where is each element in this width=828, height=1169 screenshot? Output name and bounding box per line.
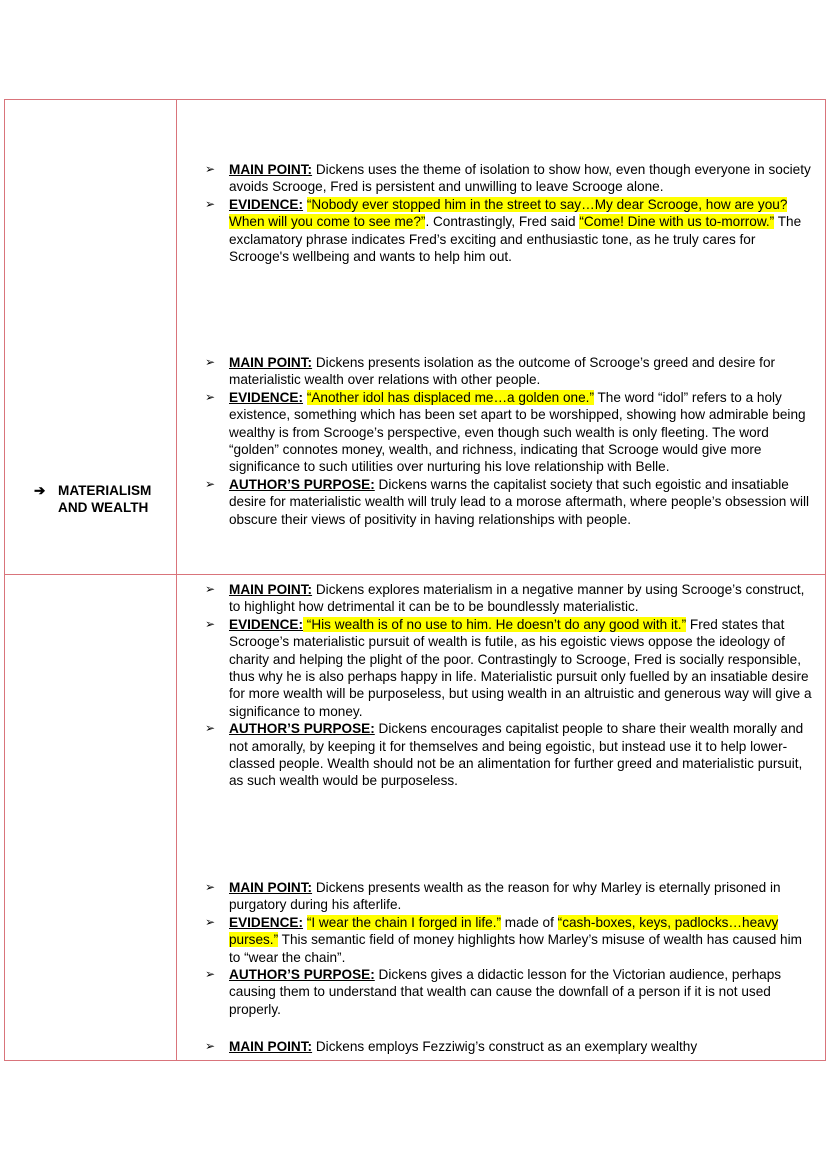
materialism-point-3 bbox=[205, 1038, 817, 1055]
bullet-arrow-icon: ➢ bbox=[205, 196, 216, 211]
list-item bbox=[205, 476, 817, 528]
list-item bbox=[205, 354, 817, 389]
authors-purpose-label: AUTHOR’S PURPOSE: bbox=[229, 967, 375, 983]
main-point-text: Dickens uses the theme of isolation to show how, even though everyone in society avoids Scrooge, Fred is persistent and unwilling to leave Scrooge alone. bbox=[229, 162, 811, 195]
list-item bbox=[205, 720, 817, 790]
list-item bbox=[205, 616, 817, 720]
bullet-arrow-icon: ➢ bbox=[205, 616, 216, 631]
arrow-icon: ➔ bbox=[34, 483, 46, 498]
authors-purpose-label: AUTHOR’S PURPOSE: bbox=[229, 476, 375, 492]
list-item bbox=[205, 581, 817, 616]
bullet-arrow-icon: ➢ bbox=[205, 721, 216, 736]
evidence-text: . Contrastingly, Fred said bbox=[425, 214, 580, 230]
list-item bbox=[205, 1038, 817, 1055]
main-point-label: MAIN POINT: bbox=[229, 162, 313, 177]
list-item bbox=[205, 879, 817, 914]
main-point-label: MAIN POINT: bbox=[229, 355, 313, 370]
row-divider bbox=[5, 574, 825, 575]
evidence-text: The word “idol” refers to a holy existence, something which has been set apart to be worshipped, showing how admirable being wealthy is from Scrooge’s perspective, even though such wealth is only fleeting. The word “golden” connotes money, wealth, and richness, indicating that Scrooge would give more significance to such utilities over nurturing his love relationship with Belle. bbox=[229, 389, 806, 475]
main-point-label: MAIN POINT: bbox=[229, 1039, 313, 1054]
bullet-arrow-icon: ➢ bbox=[205, 355, 216, 369]
authors-purpose-label: AUTHOR’S PURPOSE: bbox=[229, 721, 375, 737]
authors-purpose-text: Dickens warns the capitalist society that such egoistic and insatiable desire for materialistic wealth will truly lead to a morose aftermath, where people’s obsession will obscure their views of positivity in having relationships with people. bbox=[229, 476, 810, 527]
materialism-point-2 bbox=[205, 879, 817, 1018]
evidence-text: made of bbox=[501, 914, 558, 930]
list-item bbox=[205, 914, 817, 966]
main-point-text: Dickens employs Fezziwig’s construct as an exemplary wealthy bbox=[312, 1039, 698, 1054]
list-item bbox=[205, 389, 817, 476]
column-divider bbox=[176, 100, 177, 1060]
bullet-arrow-icon: ➢ bbox=[205, 582, 216, 596]
evidence-text: This semantic field of money highlights how Marley’s misuse of wealth has caused him to “wear the chain”. bbox=[229, 932, 802, 965]
evidence-quote: “I wear the chain I forged in life.” bbox=[306, 914, 501, 930]
authors-purpose-text: Dickens gives a didactic lesson for the Victorian audience, perhaps causing them to understand that wealth can cause the downfall of a person if it is not used properly. bbox=[229, 967, 782, 1017]
materialism-point-1 bbox=[205, 581, 817, 790]
bullet-arrow-icon: ➢ bbox=[205, 914, 216, 929]
bullet-arrow-icon: ➢ bbox=[205, 1039, 216, 1053]
bullet-arrow-icon: ➢ bbox=[205, 967, 216, 982]
topic-cell-materialism bbox=[34, 482, 170, 516]
bullet-arrow-icon: ➢ bbox=[205, 880, 216, 894]
isolation-point-1 bbox=[205, 161, 817, 265]
evidence-label: EVIDENCE: bbox=[229, 914, 304, 930]
evidence-text: The exclamatory phrase indicates Fred’s exciting and enthusiastic tone, as he truly cares for Scrooge's wellbeing and wants to help him out. bbox=[229, 214, 802, 265]
evidence-quote: “cash-boxes, keys, padlocks…heavy purses.” bbox=[229, 914, 779, 948]
main-point-text: Dickens presents isolation as the outcome of Scrooge’s greed and desire for materialistic wealth over relations with other people. bbox=[229, 355, 776, 388]
list-item bbox=[205, 196, 817, 266]
main-point-text: Dickens explores materialism in a negative manner by using Scrooge’s construct, to highlight how detrimental it can be to be boundlessly materialistic. bbox=[229, 582, 805, 615]
bullet-arrow-icon: ➢ bbox=[205, 476, 216, 491]
evidence-label: EVIDENCE: bbox=[229, 196, 304, 212]
list-item bbox=[205, 161, 817, 196]
evidence-text: Fred states that Scrooge’s materialistic pursuit of wealth is futile, as his egoistic views oppose the ideology of charity and helping the plight of the poor. Contrastingly to Scrooge, Fred is socially responsible, thus why he is also perhaps happy in life. Materialistic pursuit only fuelled by an insatiable desire for more wealth will be purposeless, but using wealth in an altruistic and generous way will give a significance to money. bbox=[229, 616, 812, 719]
evidence-label: EVIDENCE: bbox=[229, 389, 304, 405]
topic-title: MATERIALISM AND WEALTH bbox=[58, 483, 152, 515]
evidence-quote: “Come! Dine with us to-morrow.” bbox=[579, 214, 775, 230]
evidence-quote: “Another idol has displaced me…a golden one.” bbox=[306, 389, 594, 405]
evidence-quote: “Nobody ever stopped him in the street to say…My dear Scrooge, how are you?When will you come to see me?” bbox=[229, 196, 788, 230]
main-point-text: Dickens presents wealth as the reason for why Marley is eternally prisoned in purgatory during his afterlife. bbox=[229, 880, 781, 913]
list-item bbox=[205, 966, 817, 1018]
main-point-label: MAIN POINT: bbox=[229, 880, 313, 895]
evidence-label: EVIDENCE: bbox=[229, 616, 304, 632]
main-point-label: MAIN POINT: bbox=[229, 582, 313, 597]
authors-purpose-text: Dickens encourages capitalist people to share their wealth morally and not amorally, by keeping it for themselves and being egoistic, but instead use it to help lower-classed people. Wealth should not be an alimentation for further greed and materialistic pursuit, as such wealth would be purposeless. bbox=[229, 721, 804, 789]
evidence-quote: “His wealth is of no use to him. He doesn’t do any good with it.” bbox=[303, 616, 687, 632]
bullet-arrow-icon: ➢ bbox=[205, 162, 216, 176]
isolation-point-2 bbox=[205, 354, 817, 528]
bullet-arrow-icon: ➢ bbox=[205, 389, 216, 404]
